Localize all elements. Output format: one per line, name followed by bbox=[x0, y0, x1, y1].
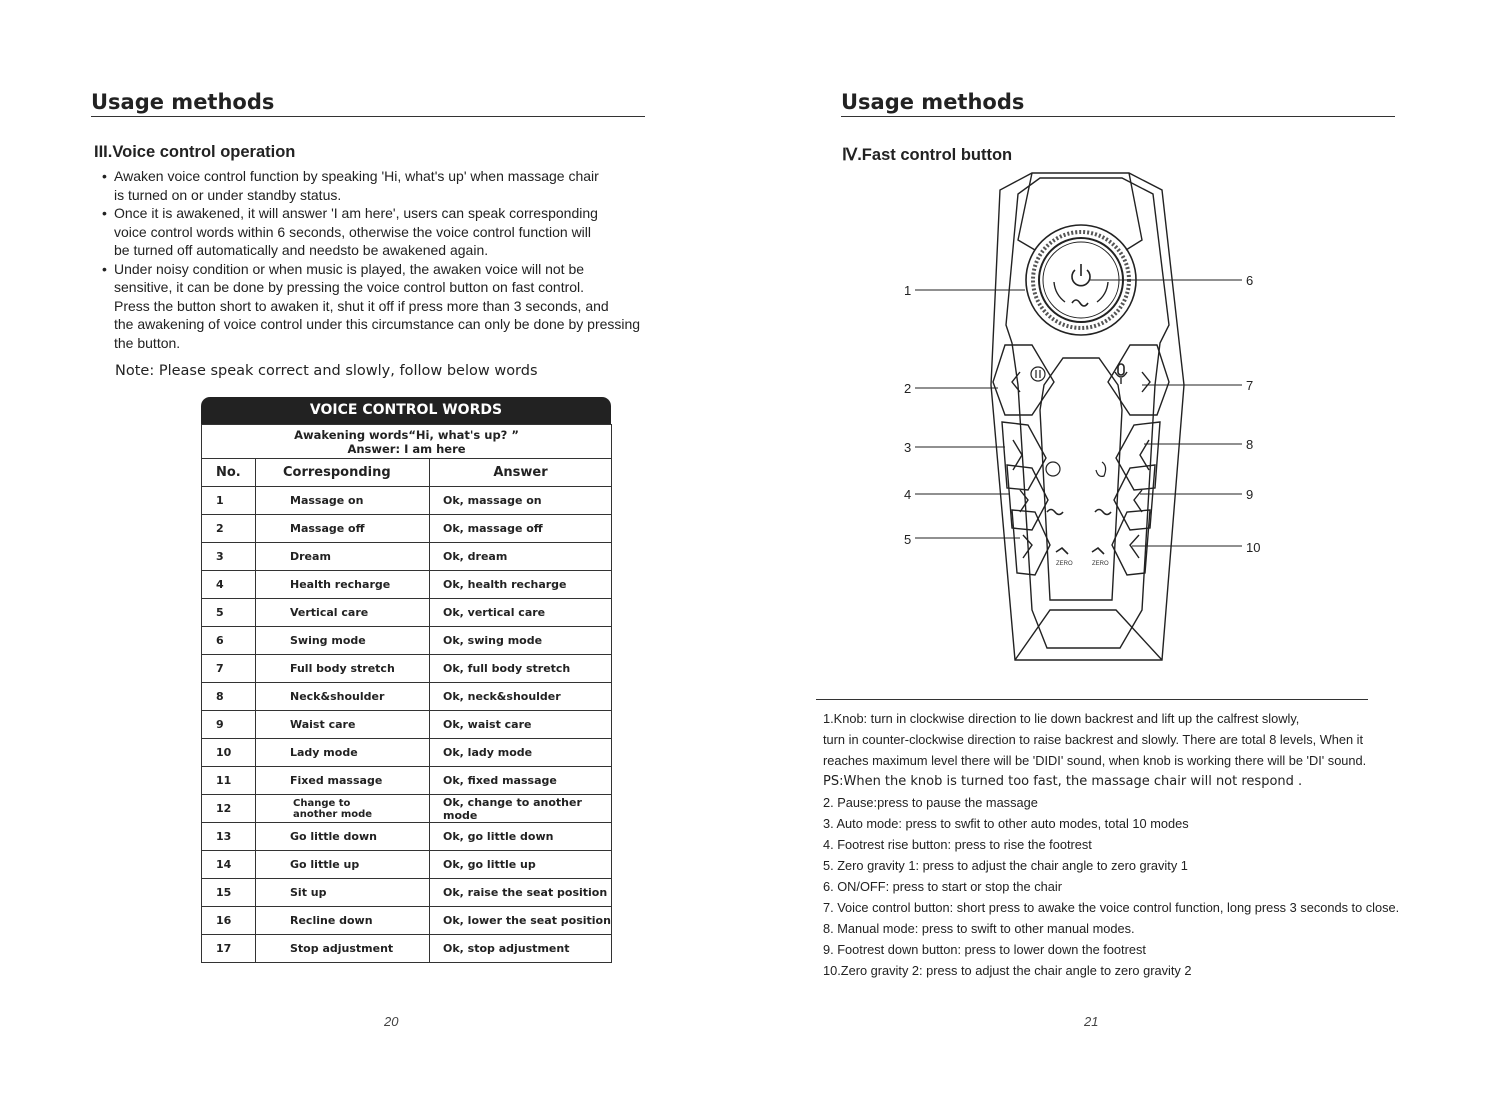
table-row bbox=[202, 767, 612, 795]
table-row bbox=[202, 543, 612, 571]
callout-4: 4 bbox=[904, 487, 912, 502]
row-corresponding-word: Fixed massage bbox=[256, 767, 430, 795]
remote-diagram bbox=[750, 0, 1500, 700]
row-corresponding-word: Neck&shoulder bbox=[256, 683, 430, 711]
description-line: 6. ON/OFF: press to start or stop the chair bbox=[823, 879, 1062, 894]
zero-gravity-2-icon bbox=[1092, 548, 1104, 554]
row-number: 15 bbox=[202, 879, 256, 907]
table-title: VOICE CONTROL WORDS bbox=[201, 397, 611, 424]
callout-9: 9 bbox=[1246, 487, 1254, 502]
row-number: 8 bbox=[202, 683, 256, 711]
bullet-item bbox=[102, 204, 692, 260]
row-number: 9 bbox=[202, 711, 256, 739]
description-line: 5. Zero gravity 1: press to adjust the chair angle to zero gravity 1 bbox=[823, 858, 1188, 873]
row-number: 10 bbox=[202, 739, 256, 767]
row-number: 6 bbox=[202, 627, 256, 655]
zero-gravity-1-button-shape bbox=[1012, 510, 1050, 575]
row-answer: Ok, change to another mode bbox=[430, 795, 612, 823]
callout-7: 7 bbox=[1246, 378, 1254, 393]
row-answer: Ok, swing mode bbox=[430, 627, 612, 655]
callout-10: 10 bbox=[1246, 540, 1261, 555]
description-line: PS:When the knob is turned too fast, the massage chair will not respond . bbox=[823, 774, 1303, 789]
table-row bbox=[202, 683, 612, 711]
callout-8: 8 bbox=[1246, 437, 1254, 452]
bullet-item bbox=[102, 260, 692, 353]
callout-6: 6 bbox=[1246, 273, 1254, 288]
row-number: 16 bbox=[202, 907, 256, 935]
voice-button-shape bbox=[1108, 345, 1169, 415]
table-row bbox=[202, 851, 612, 879]
row-answer: Ok, vertical care bbox=[430, 599, 612, 627]
page-number: 21 bbox=[1084, 1014, 1099, 1029]
section-title: Ⅳ.Fast control button bbox=[842, 146, 1013, 164]
row-number: 14 bbox=[202, 851, 256, 879]
remote-inner-frame bbox=[1006, 178, 1169, 648]
row-answer: Ok, go little down bbox=[430, 823, 612, 851]
row-answer: Ok, full body stretch bbox=[430, 655, 612, 683]
section-title: III.Voice control operation bbox=[94, 143, 296, 161]
row-corresponding-word: Lady mode bbox=[256, 739, 430, 767]
table-row bbox=[202, 599, 612, 627]
description-line: 4. Footrest rise button: press to rise the footrest bbox=[823, 837, 1092, 852]
table-row bbox=[202, 627, 612, 655]
row-answer: Ok, waist care bbox=[430, 711, 612, 739]
row-answer: Ok, health recharge bbox=[430, 571, 612, 599]
row-corresponding-word: Full body stretch bbox=[256, 655, 430, 683]
row-number: 5 bbox=[202, 599, 256, 627]
table-row bbox=[202, 571, 612, 599]
page-number: 20 bbox=[384, 1014, 399, 1029]
row-answer: Ok, fixed massage bbox=[430, 767, 612, 795]
bullet-dot-icon: • bbox=[102, 260, 107, 277]
page-heading: Usage methods bbox=[91, 90, 275, 114]
header-answer: Answer bbox=[430, 459, 612, 487]
row-corresponding-word: Swing mode bbox=[256, 627, 430, 655]
row-answer: Ok, dream bbox=[430, 543, 612, 571]
table-row bbox=[202, 711, 612, 739]
bullet-dot-icon: • bbox=[102, 205, 107, 221]
table-row bbox=[202, 515, 612, 543]
row-answer: Ok, lady mode bbox=[430, 739, 612, 767]
description-line: turn in counter-clockwise direction to raise backrest and slowly. There are total 8 levels, When it bbox=[823, 732, 1364, 747]
description-line: 1.Knob: turn in clockwise direction to lie down backrest and lift up the calfrest slowly, bbox=[823, 711, 1300, 726]
row-corresponding-word: Dream bbox=[256, 543, 430, 571]
row-corresponding-word: Vertical care bbox=[256, 599, 430, 627]
row-corresponding-word: Waist care bbox=[256, 711, 430, 739]
callout-5: 5 bbox=[904, 532, 912, 547]
row-answer: Ok, go little up bbox=[430, 851, 612, 879]
zero-gravity-1-icon bbox=[1056, 548, 1068, 554]
row-corresponding-word: Go little down bbox=[256, 823, 430, 851]
description-line: 3. Auto mode: press to swfit to other auto modes, total 10 modes bbox=[823, 816, 1189, 831]
row-answer: Ok, massage off bbox=[430, 515, 612, 543]
rotate-left-icon bbox=[1054, 282, 1065, 302]
description-line: 9. Footrest down button: press to lower down the footrest bbox=[823, 942, 1146, 957]
row-number: 17 bbox=[202, 935, 256, 963]
page-heading: Usage methods bbox=[841, 90, 1025, 114]
description-line: 8. Manual mode: press to swift to other manual modes. bbox=[823, 921, 1135, 936]
zero2-label: ZERO bbox=[1092, 561, 1109, 567]
bullet-text: Under noisy condition or when music is played, the awaken voice will not be sensitive, it can be done by pressing the voice control button on fast control. Press the button short to awaken it, shut it off if press more than 3 seconds, and the awakening of voice control under this circumstance can only be done by pressing the button. bbox=[114, 260, 641, 351]
row-number: 2 bbox=[202, 515, 256, 543]
bullet-dot-icon: • bbox=[102, 168, 107, 184]
callout-2: 2 bbox=[904, 381, 912, 396]
bullet-text: Awaken voice control function by speaking 'Hi, what's up' when massage chair is turned on or under standby status. bbox=[114, 168, 599, 203]
hand-icon bbox=[1096, 462, 1106, 476]
heading-rule bbox=[91, 116, 645, 117]
row-corresponding-word bbox=[256, 795, 430, 823]
row-number: 3 bbox=[202, 543, 256, 571]
microphone-icon bbox=[1118, 364, 1124, 375]
row-corresponding-word: Go little up bbox=[256, 851, 430, 879]
footrest-down-icon bbox=[1095, 510, 1111, 515]
row-corresponding-word-text: Change to another mode bbox=[293, 797, 373, 820]
callout-1: 1 bbox=[904, 283, 912, 298]
table-row bbox=[202, 655, 612, 683]
description-rule bbox=[816, 699, 1368, 700]
right-page bbox=[750, 0, 1500, 1105]
note-text: Note: Please speak correct and slowly, follow below words bbox=[115, 363, 538, 379]
row-answer: Ok, stop adjustment bbox=[430, 935, 612, 963]
row-number: 11 bbox=[202, 767, 256, 795]
table-header-row bbox=[202, 459, 612, 487]
button-descriptions bbox=[823, 708, 1433, 981]
awakening-answer: Answer: I am here bbox=[347, 441, 466, 456]
description-line: reaches maximum level there will be 'DIDI' sound, when knob is working there will be 'DI' sound. bbox=[823, 753, 1367, 768]
voice-control-bullets bbox=[102, 167, 692, 352]
awakening-words: Awakening words“Hi, what's up? ” bbox=[294, 427, 519, 442]
pause-icon bbox=[1031, 367, 1045, 381]
row-number: 13 bbox=[202, 823, 256, 851]
voice-control-table bbox=[201, 397, 611, 963]
awakening-row bbox=[202, 425, 612, 459]
table-body bbox=[202, 487, 612, 963]
header-no: No. bbox=[202, 459, 256, 487]
footrest-up-icon bbox=[1047, 510, 1063, 515]
row-answer: Ok, massage on bbox=[430, 487, 612, 515]
table-row bbox=[202, 739, 612, 767]
auto-icon bbox=[1046, 462, 1060, 476]
voice-words-table bbox=[201, 424, 612, 963]
row-number: 7 bbox=[202, 655, 256, 683]
row-number: 1 bbox=[202, 487, 256, 515]
row-corresponding-word: Health recharge bbox=[256, 571, 430, 599]
row-corresponding-word: Sit up bbox=[256, 879, 430, 907]
header-corresponding: Corresponding bbox=[256, 459, 430, 487]
table-row bbox=[202, 935, 612, 963]
row-number: 12 bbox=[202, 795, 256, 823]
rotate-right-icon bbox=[1097, 282, 1108, 302]
bullet-text: Once it is awakened, it will answer 'I am here', users can speak corresponding voice control words within 6 seconds, otherwise the voice control function will be turned off automatically and needsto be awakened again. bbox=[114, 205, 598, 258]
row-number: 4 bbox=[202, 571, 256, 599]
description-line: 7. Voice control button: short press to awake the voice control function, long press 3 seconds to close. bbox=[823, 900, 1400, 915]
bullet-item bbox=[102, 167, 692, 204]
table-row bbox=[202, 823, 612, 851]
row-corresponding-word: Massage on bbox=[256, 487, 430, 515]
description-line: 10.Zero gravity 2: press to adjust the chair angle to zero gravity 2 bbox=[823, 963, 1192, 978]
callout-3: 3 bbox=[904, 440, 912, 455]
row-corresponding-word: Massage off bbox=[256, 515, 430, 543]
table-row bbox=[202, 487, 612, 515]
table-row bbox=[202, 795, 612, 823]
table-row bbox=[202, 879, 612, 907]
description-line: 2. Pause:press to pause the massage bbox=[823, 795, 1038, 810]
pause-button-shape bbox=[993, 345, 1054, 415]
row-answer: Ok, neck&shoulder bbox=[430, 683, 612, 711]
zero1-label: ZERO bbox=[1056, 561, 1073, 567]
row-answer: Ok, lower the seat position bbox=[430, 907, 612, 935]
row-answer: Ok, raise the seat position bbox=[430, 879, 612, 907]
table-row bbox=[202, 907, 612, 935]
center-panel bbox=[1040, 358, 1122, 600]
row-corresponding-word: Stop adjustment bbox=[256, 935, 430, 963]
recline-icon bbox=[1072, 300, 1088, 306]
row-corresponding-word: Recline down bbox=[256, 907, 430, 935]
